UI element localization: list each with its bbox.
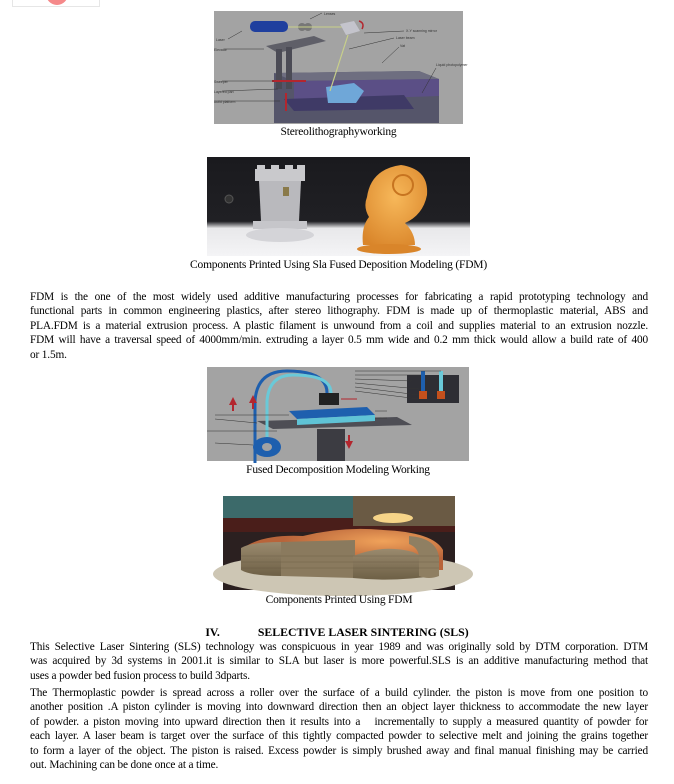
- fdm-diagram: [207, 367, 469, 461]
- paragraph-line: The Thermoplastic powder is spread across a roller over the surface of a build cylinder. the piston is move from one position to: [30, 687, 648, 699]
- svg-text:Laser beam: Laser beam: [396, 36, 415, 40]
- svg-text:Lenses: Lenses: [324, 12, 336, 16]
- paragraph-line: out. Machining can be done once at a time.: [30, 759, 219, 772]
- svg-text:Liquid photopolymer: Liquid photopolymer: [436, 63, 468, 67]
- svg-text:Build platform: Build platform: [214, 100, 236, 104]
- sls-paragraph-2: [30, 686, 648, 772]
- svg-text:X-Y scanning mirror: X-Y scanning mirror: [406, 29, 437, 33]
- stereolithography-diagram: [214, 11, 468, 124]
- section-number: IV.: [205, 625, 220, 639]
- svg-text:Vat: Vat: [400, 44, 405, 48]
- paragraph-line: of powder. a piston moving into upward direction then it results into a incrementally to supply a measured quantity of powder for: [30, 715, 648, 728]
- figure-caption: Fused Decomposition Modeling Working: [246, 464, 430, 476]
- paragraph-line: uses a powder bed fusion process to build 3dparts.: [30, 669, 250, 682]
- svg-text:Elevator: Elevator: [214, 48, 227, 52]
- paragraph-line: or 1.5m.: [30, 348, 67, 361]
- figure-caption: Components Printed Using Sla Fused Deposition Modeling (FDM): [190, 259, 487, 271]
- svg-text:Sweeper: Sweeper: [214, 80, 228, 84]
- paragraph-line: FDM is the one of the most widely used additive manufacturing processes for fabricating a rapid prototyping technology and: [30, 291, 648, 303]
- figure-caption: Components Printed Using FDM: [265, 594, 413, 606]
- paragraph-line: to form a layer of the object. The piston is raised. Excess powder is simply brushed away and final manual finishing may be carried: [30, 744, 648, 757]
- svg-text:Laser: Laser: [216, 38, 225, 42]
- paragraph-line: This Selective Laser Sintering (SLS) technology was conspicuous in year 1989 and was originally sold by DTM corporation. DTM: [30, 641, 648, 653]
- printed-chess-pieces-photo: [207, 157, 470, 256]
- section-title: SELECTIVE LASER SINTERING (SLS): [257, 625, 469, 639]
- paragraph-line: another position .A piston cylinder is moving into downward direction then an object layer thickness to accommodate the new layer: [30, 701, 648, 714]
- paragraph-line: functional parts in common engineering plastics, after stereo lithography. FDM is made up of thermoplastic material, ABS and: [30, 305, 648, 318]
- paragraph-line: each layer. A laser beam is target over the surface of this tightly compacted powder to selective melt and joining the grains together: [30, 730, 648, 743]
- section-heading: [0, 625, 674, 640]
- fdm-paragraph: [30, 290, 648, 362]
- paragraph-line: PLA.FDM is a material extrusion process. A plastic filament is unwound from a coil and supplies material to an extrusion nozzle.: [30, 319, 648, 332]
- fdm-printed-part-photo: [223, 496, 455, 590]
- paragraph-line: was acquired by 3d systems in 2001.it is similar to SLA but laser is more powerful.SLS is an additive manufacturing method that: [30, 655, 648, 668]
- svg-text:Layered part: Layered part: [214, 90, 234, 94]
- sls-paragraph-1: [30, 640, 648, 683]
- paragraph-line: FDM will have a traversal speed of 4000mm/min. extruding a layer 0.5 mm wide and 0.2 mm thick would allow a build rate of 400: [30, 334, 648, 347]
- figure-caption: Stereolithographyworking: [280, 126, 397, 138]
